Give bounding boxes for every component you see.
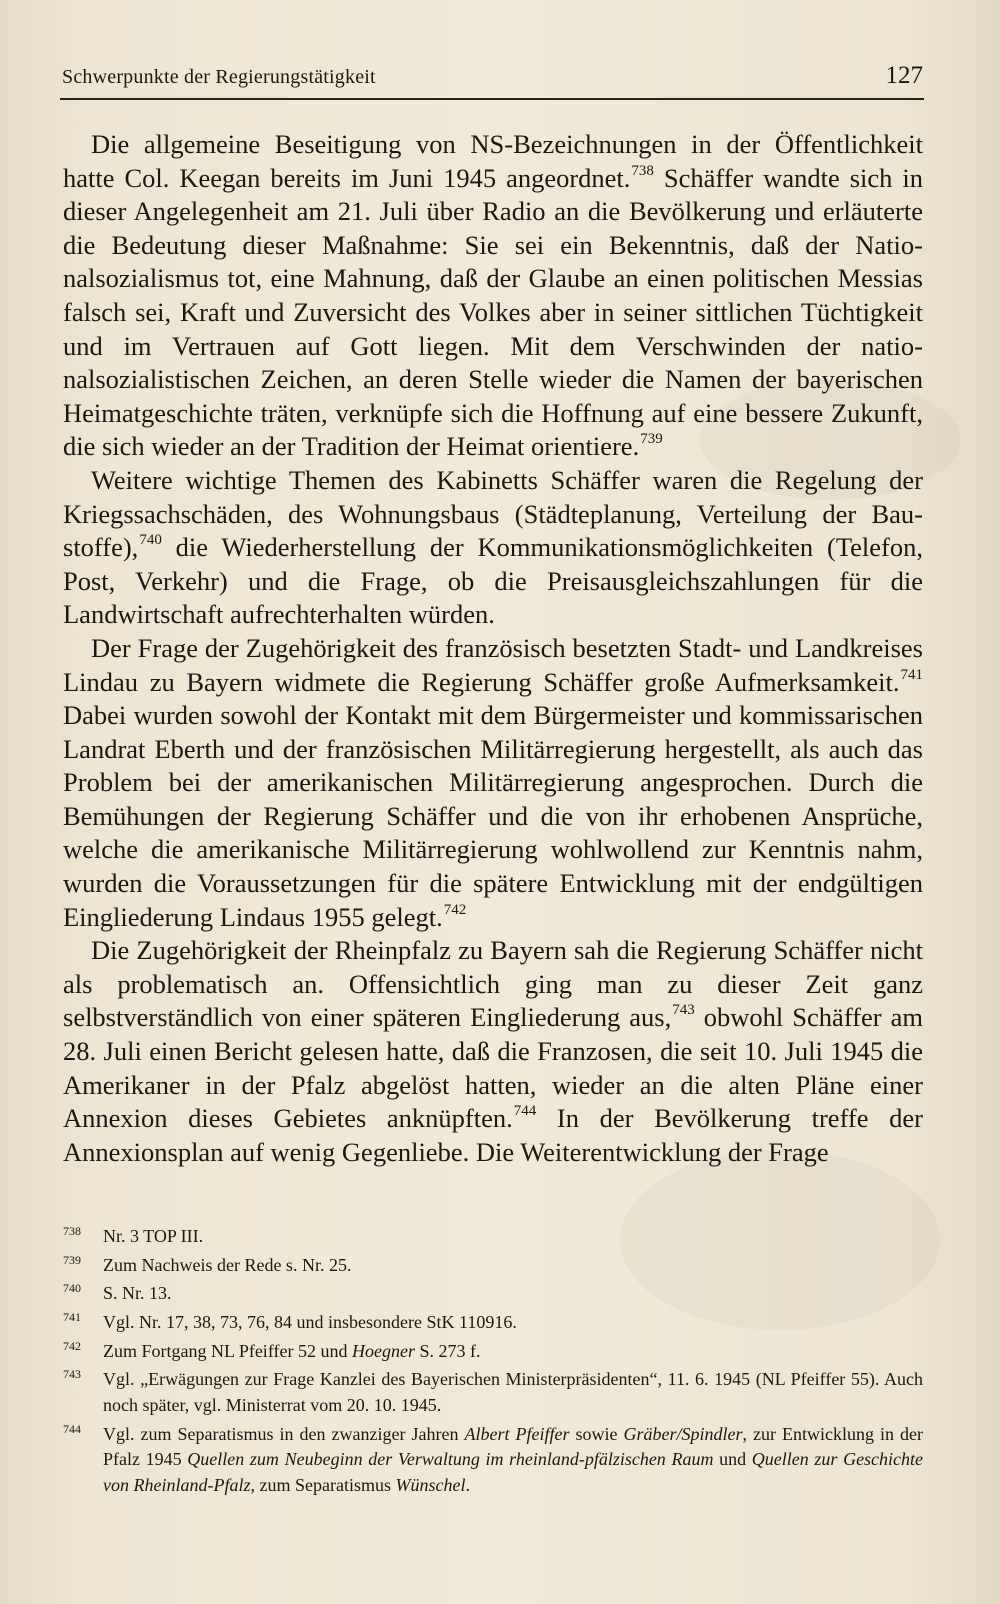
footnote-italic-title: Quellen zum Neubeginn der Verwaltung im rheinland-pfälzischen Raum <box>187 1449 714 1470</box>
footnote-number: 740 <box>63 1281 81 1296</box>
footnote-italic-title: Wünschel <box>395 1474 466 1495</box>
running-header <box>62 60 923 98</box>
footnote-text: Vgl. Nr. 17, 38, 73, 76, 84 und insbesondere StK 110916. <box>103 1312 517 1333</box>
footnote-744 <box>63 1422 923 1499</box>
footnote-italic-title: Gräber/Spindler <box>623 1423 743 1444</box>
footnote-739 <box>63 1253 923 1279</box>
header-rule <box>60 98 924 100</box>
footnote-ref-743: 743 <box>672 1002 695 1019</box>
footnote-text: Vgl. „Erwägungen zur Frage Kanzlei des Bayerischen Ministerpräsidenten“, 11. 6. 1945 (NL Pfeiffer 55). Auch noch später, vgl. Ministerrat vom 20. 10. 1945. <box>103 1369 923 1415</box>
footnote-number: 743 <box>63 1367 81 1382</box>
footnote-740 <box>63 1281 923 1307</box>
text-run: Weitere wichtige Themen des Kabinetts Schäffer waren die Regelung der Kriegssachschäden, des Wohnungsbaus (Städteplanung, Verteilung der Baustoffe), <box>63 464 923 563</box>
text-run: Dabei wurden sowohl der Kontakt mit dem Bürgermeister und kommissarischen Landrat Eberth und der französischen Militärregierung hergestellt, als auch das Problem bei der amerikanischen Militärregierung angesprochen. Durch die Bemühungen der Regierung Schäffer und die von ihr erhobenen Ansprüche, welche die amerikanische Militärregierung wohlwollend zur Kenntnis nahm, wurden die Voraussetzungen für die spätere Entwicklung mit der endgültigen Eingliederung Lindaus 1955 gelegt. <box>63 700 923 932</box>
footnote-text-run: Zum Fortgang NL Pfeiffer 52 und <box>103 1340 352 1361</box>
footnote-text-run: , zur Entwicklung in der Pfalz 1945 <box>103 1423 923 1470</box>
footnote-text: S. Nr. 13. <box>103 1283 172 1304</box>
page-number: 127 <box>885 62 923 89</box>
footnote-number: 738 <box>63 1224 81 1238</box>
footnote-number: 739 <box>63 1252 81 1267</box>
paragraph-rheinpfalz <box>63 934 923 1169</box>
footnote-number: 741 <box>63 1310 81 1325</box>
footnote-ref-742: 742 <box>443 901 467 918</box>
footnote-text: Nr. 3 TOP III. <box>103 1226 204 1246</box>
text-run: die Wiederherstellung der Kommunikationsmöglichkeiten (Telefon, Post, Verkehr) und die Frage, ob die Preisausgleichszahlungen für die Landwirtschaft aufrechterhalten würden. <box>63 532 923 630</box>
footnote-number: 742 <box>63 1338 81 1353</box>
footnote-ref-744: 744 <box>513 1103 537 1120</box>
footnote-italic-title: Hoegner <box>351 1340 415 1361</box>
footnote-ref-739: 739 <box>640 431 663 448</box>
footnote-text: Zum Nachweis der Rede s. Nr. 25. <box>103 1254 352 1275</box>
text-run: Schäffer wandte sich in dieser Angelegenheit am 21. Juli über Radio an die Bevölkerung und erläuterte die Bedeutung dieser Maßnahme: Sie sei ein Bekenntnis, daß der Nationalsozialismus tot, eine Mahnung, daß der Glaube an einen politischen Messias falsch sei, Kraft und Zuversicht des Volkes aber in seiner sittlichen Tüchtigkeit und im Vertrauen auf Gott liegen. Mit dem Verschwinden der nationalsozialistischen Zeichen, an deren Stelle wieder die Namen der bayerischen Heimatgeschichte träten, verknüpfe sich die Hoffnung auf eine bessere Zukunft, die sich wieder an der Tradition der Heimat orientiere. <box>63 162 923 462</box>
footnote-ref-741: 741 <box>900 666 923 683</box>
main-text <box>63 128 923 1169</box>
footnote-738 <box>63 1224 923 1250</box>
footnote-741 <box>63 1310 923 1336</box>
footnote-italic-title: Quellen zur Geschichte von Rheinland-Pfalz <box>103 1449 924 1495</box>
footnote-text-run: Vgl. zum Separatismus in den zwanziger Jahren <box>103 1423 465 1444</box>
paragraph-cabinet-topics <box>63 464 923 632</box>
running-head-title: Schwerpunkte der Regierungstätigkeit <box>62 66 376 88</box>
footnote-text-run: . <box>465 1474 470 1495</box>
paragraph-ns-names <box>63 128 923 464</box>
text-run: In der Bevölkerung treffe der Annexionsplan auf wenig Gegenliebe. Die Weiterentwicklung der Frage <box>63 1103 923 1167</box>
footnote-742 <box>63 1339 923 1365</box>
text-run: Der Frage der Zugehörigkeit des französisch besetzten Stadt- und Landkreises Lindau zu Bayern widmete die Regierung Schäffer große Aufmerksamkeit. <box>63 632 923 697</box>
footnote-text-run: und <box>713 1449 752 1470</box>
footnote-text-run: , zum Separatismus <box>250 1474 396 1495</box>
text-run: Die Zugehörigkeit der Rheinpfalz zu Bayern sah die Regierung Schäffer nicht als problematisch an. Offensichtlich ging man zu dieser Zeit ganz selbstverständlich von einer späteren Eingliederung aus, <box>63 935 923 1033</box>
footnote-number: 744 <box>63 1421 81 1436</box>
footnote-italic-title: Albert Pfeiffer <box>464 1423 570 1444</box>
paragraph-lindau <box>63 632 923 934</box>
footnote-text-run: sowie <box>569 1423 624 1444</box>
footnote-ref-738: 738 <box>631 162 654 179</box>
text-run: obwohl Schäffer am 28. Juli einen Bericht gelesen hatte, daß die Franzosen, die seit 10. Juli 1945 die Amerikaner in der Pfalz abgelöst hatten, wieder an die alten Pläne einer Annexion dieses Gebietes anknüpften. <box>63 1002 923 1134</box>
footnote-ref-740: 740 <box>139 532 162 549</box>
footnotes <box>63 1224 923 1501</box>
footnote-743 <box>63 1367 923 1418</box>
text-run: Die allgemeine Beseitigung von NS-Bezeichnungen in der Öffentlichkeit hatte Col. Keegan bereits im Juni 1945 angeordnet. <box>63 129 923 193</box>
footnote-text-run: S. 273 f. <box>414 1340 481 1361</box>
